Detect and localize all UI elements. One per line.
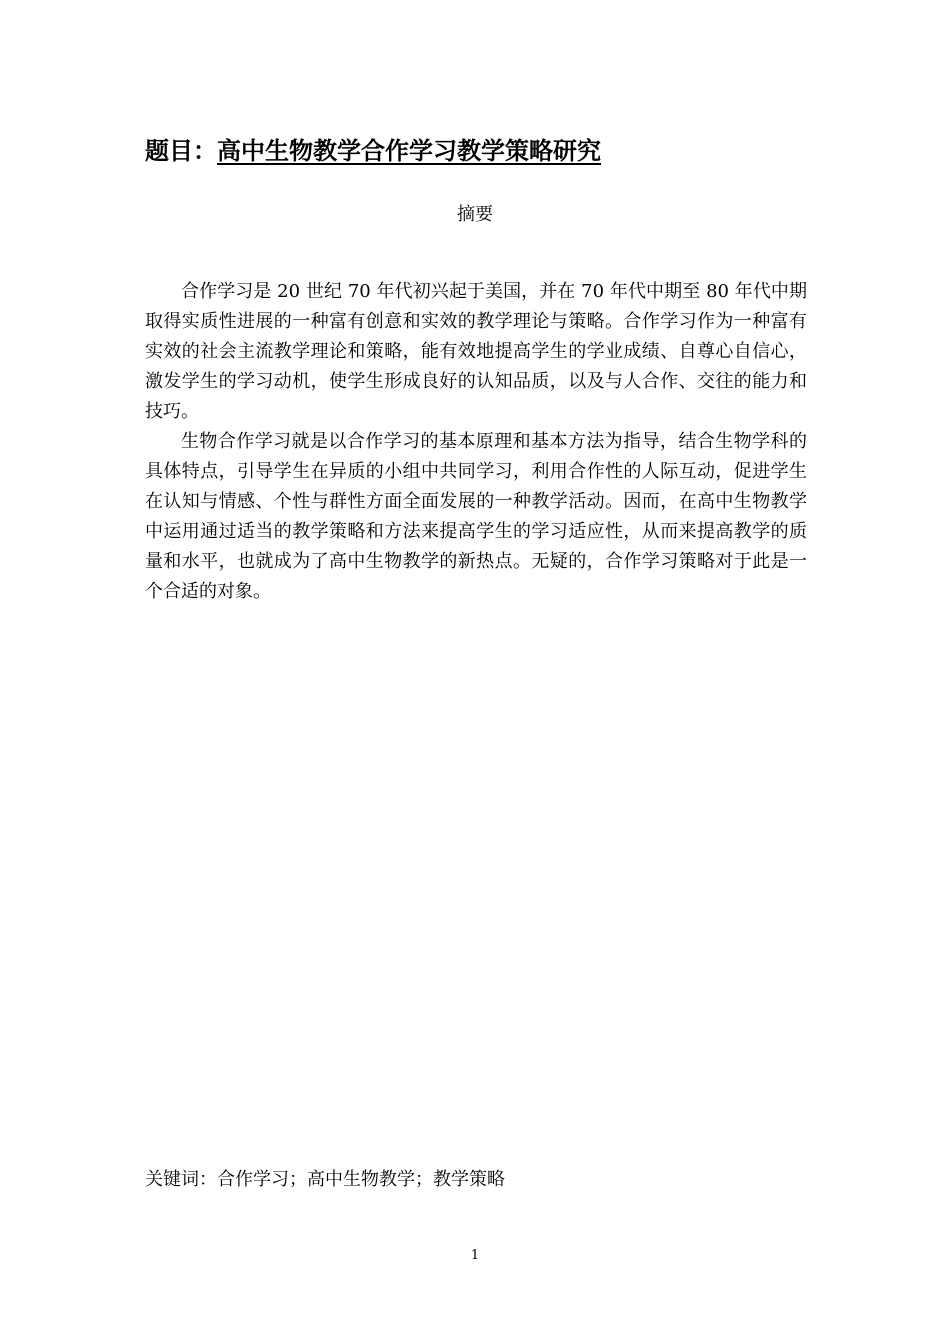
keywords-text: 合作学习；高中生物教学；教学策略 [217, 1169, 505, 1190]
abstract-body [145, 277, 807, 607]
abstract-paragraph: 生物合作学习就是以合作学习的基本原理和基本方法为指导，结合生物学科的具体特点，引导学生在异质的小组中共同学习，利用合作性的人际互动，促进学生在认知与情感、个性与群性方面全面发展的一种教学活动。因而，在高中生物教学中运用通过适当的教学策略和方法来提高学生的学习适应性，从而来提高教学的质量和水平，也就成为了高中生物教学的新热点。无疑的，合作学习策略对于此是一个合适的对象。 [145, 431, 807, 602]
abstract-heading: 摘要 [457, 204, 493, 225]
keywords-label: 关键词： [145, 1169, 217, 1190]
page-number: 1 [470, 1248, 480, 1263]
document-title [145, 134, 845, 168]
title-text: 高中生物教学合作学习教学策略研究 [217, 136, 601, 165]
title-label: 题目： [145, 136, 217, 165]
abstract-paragraph: 合作学习是 20 世纪 70 年代初兴起于美国，并在 70 年代中期至 80 年代中期取得实质性进展的一种富有创意和实效的教学理论与策略。合作学习作为一种富有实效的社会主流教学理论和策略，能有效地提高学生的学业成绩、自尊心自信心，激发学生的学习动机，使学生形成良好的认知品质，以及与人合作、交往的能力和技巧。 [145, 281, 807, 422]
keywords-line [145, 1166, 807, 1194]
